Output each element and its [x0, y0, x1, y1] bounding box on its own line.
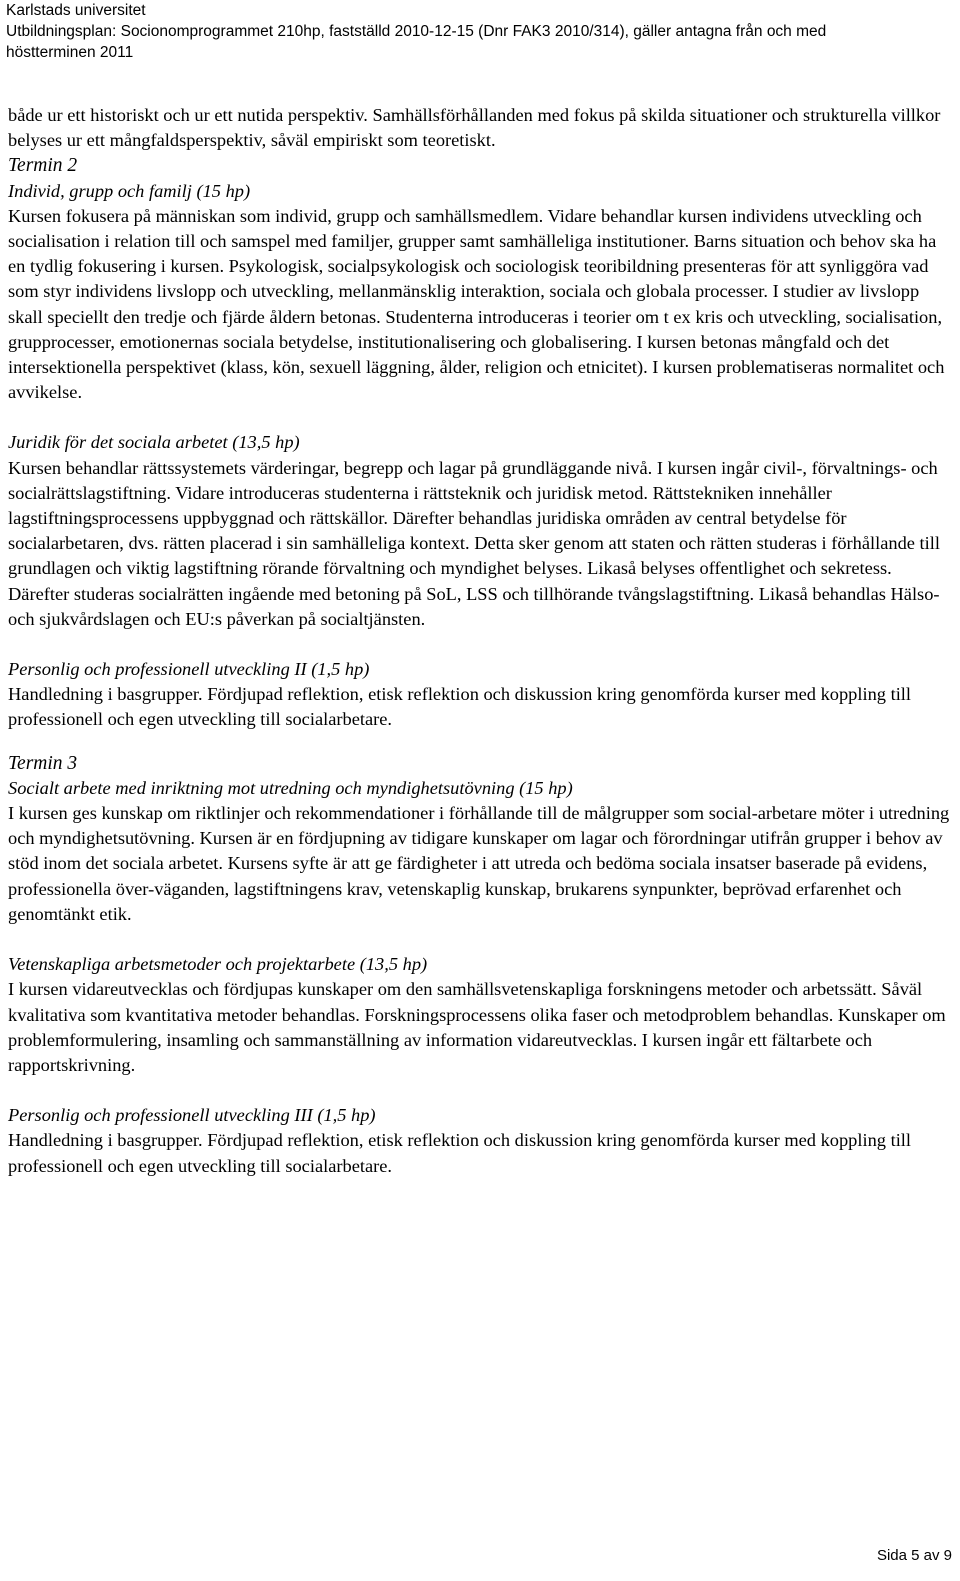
- curriculum-line-cont: höstterminen 2011: [6, 44, 134, 61]
- course-title: Personlig och professionell utveckling III (1,5 hp): [8, 1105, 376, 1126]
- course-description: Handledning i basgrupper. Fördjupad reflektion, etisk reflektion och diskussion kring genomförda kurser med koppling till professionell och egen utveckling till socialarbetare.: [8, 1130, 912, 1176]
- termin-3-heading: Termin 3: [8, 752, 78, 774]
- document-body: [8, 103, 954, 1204]
- course-description: I kursen vidareutvecklas och fördjupas kunskaper om den samhällsvetenskapliga forskningens metoder och arbetssätt. Såväl kvalitativa som kvantitativa metoder behandlas. Forskningsprocessens olika faser och metodproblem behandlas. Kunskaper om problemformulering, insamling och sammanställning av information vidareutvecklas. I kursen ingår ett fältarbete och rapportskrivning.: [8, 979, 946, 1075]
- curriculum-line: Utbildningsplan: Socionomprogrammet 210hp, fastställd 2010-12-15 (Dnr FAK3 2010/314), gäller antagna från och med: [6, 23, 827, 40]
- course-description: Kursen fokusera på människan som individ, grupp och samhällsmedlem. Vidare behandlar kursen individens utveckling och socialisation i relation till och samspel med familjer, grupper samt samhälleliga institutioner. Barns situation och behov ska ha en tydlig fokusering i kursen. Psykologisk, socialpsykologisk och sociologisk teoribildning presenteras för att synliggöra vad som styr individens livslopp och utveckling, mellanmänsklig interaktion, sociala och globala processer. I studier av livslopp skall speciellt den tredje och fjärde åldern betonas. Studenterna introduceras i teorier om t ex kris och utveckling, socialisation, grupprocesser, emotionernas sociala betydelse, institutionalisering och globalisering. I kursen betonas mångfald och det intersektionella perspektivet (klass, kön, sexuell läggning, ålder, religion och etnicitet). I kursen problematiseras normalitet och avvikelse.: [8, 205, 945, 403]
- course-title: Juridik för det sociala arbetet (13,5 hp): [8, 432, 300, 453]
- course-description: I kursen ges kunskap om riktlinjer och rekommendationer i förhållande till de målgrupper som social-arbetare möter i utredning och myndighetsutövning. Kursen är en fördjupning av tidigare kunskaper om lagar och förordningar utifrån grupper i behov av stöd inom det sociala arbetet. Kursens syfte är att ge färdigheter i att utreda och bedöma sociala insatser baserade på evidens, professionella över-väganden, lagstiftningens krav, vetenskaplig kunskap, brukarens synpunkter, beprövad erfarenhet och genomtänkt etik.: [8, 803, 950, 924]
- course-section: [8, 1103, 954, 1179]
- course-section: [8, 776, 954, 927]
- course-description: Handledning i basgrupper. Fördjupad reflektion, etisk reflektion och diskussion kring genomförda kurser med koppling till professionell och egen utveckling till socialarbetare.: [8, 684, 912, 730]
- course-section: [8, 179, 954, 406]
- university-name: Karlstads universitet: [6, 2, 146, 19]
- course-title: Socialt arbete med inriktning mot utredning och myndighetsutövning (15 hp): [8, 777, 573, 798]
- course-section: [8, 430, 954, 632]
- course-title: Individ, grupp och familj (15 hp): [8, 180, 251, 201]
- course-title: Personlig och professionell utveckling II (1,5 hp): [8, 659, 370, 680]
- termin-2-heading: Termin 2: [8, 155, 78, 177]
- intro-paragraph: både ur ett historiskt och ur ett nutida perspektiv. Samhällsförhållanden med fokus på skilda situationer och strukturella villkor belyses ur ett mångfaldsperspektiv, såväl empiriskt som teoretiskt.: [8, 105, 941, 151]
- page-number: Sida 5 av 9: [876, 1547, 952, 1564]
- course-section: [8, 952, 954, 1078]
- course-description: Kursen behandlar rättssystemets värderingar, begrepp och lagar på grundläggande nivå. I kursen ingår civil-, förvaltnings- och socialrättslagstiftning. Vidare introduceras studenterna i rättsteknik och juridisk metod. Rättstekniken innehåller lagstiftningsprocessens uppbyggnad och rättskällor. Därefter behandlas juridiska områden av central betydelse för socialarbetaren, dvs. rätten placerad i sin samhälleliga kontext. Detta sker genom att staten och rätten studeras i förhållande till grundlagen och viktig lagstiftning rörande förvaltning och myndighet belyses. Likaså belyses offentlighet och sekretess. Därefter studeras socialrätten ingående med betoning på SoL, LSS och tillhörande tvångslagstiftning. Likaså behandlas Hälso- och sjukvårdslagen och EU:s påverkan på socialtjänsten.: [8, 457, 940, 629]
- course-section: [8, 657, 954, 733]
- course-title: Vetenskapliga arbetsmetoder och projektarbete (13,5 hp): [8, 954, 428, 975]
- page-header: [6, 0, 956, 63]
